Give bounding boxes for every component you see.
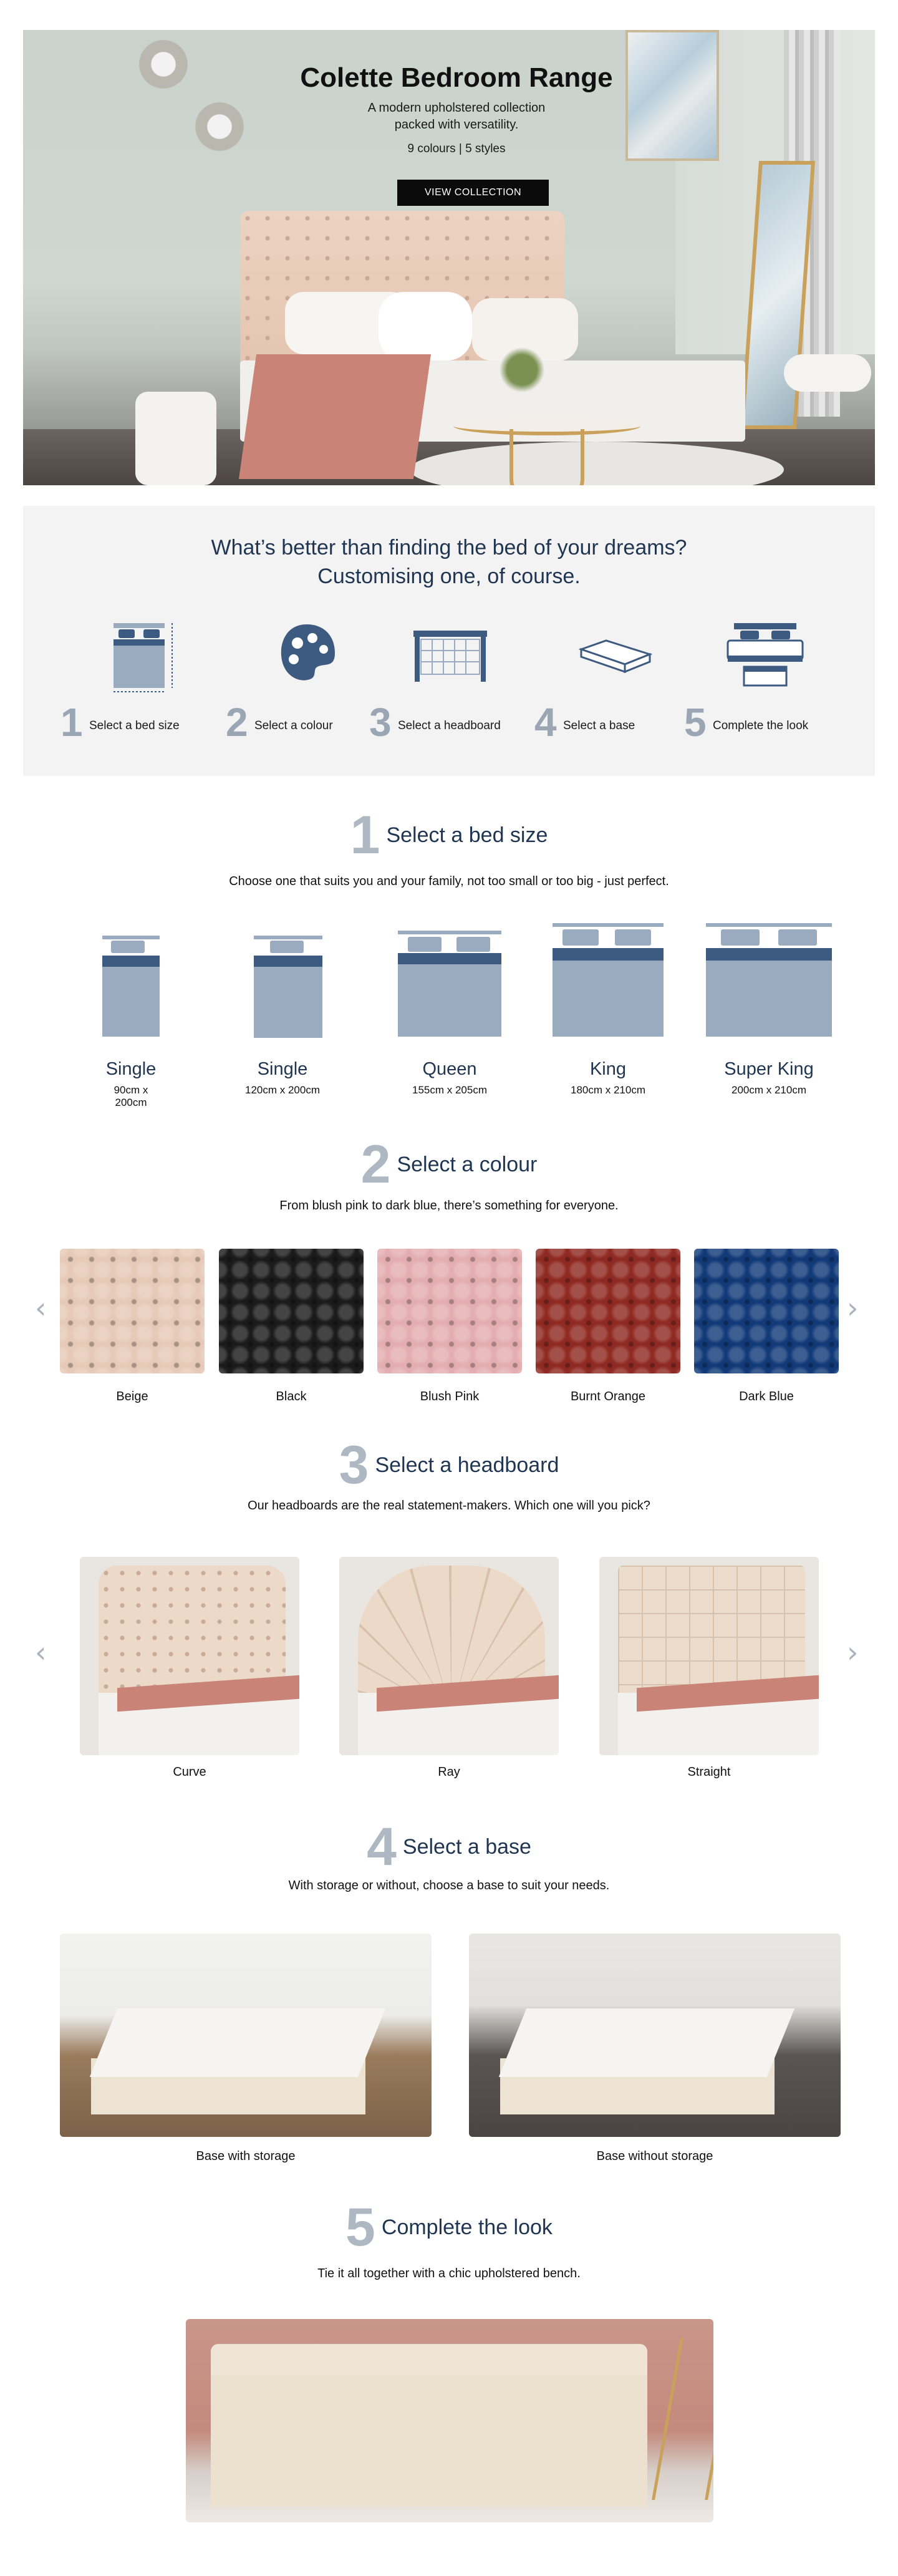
hero-banner (23, 30, 875, 485)
colour-swatch-burnt-orange[interactable] (536, 1249, 680, 1373)
size-dimensions: 120cm x 200cm (245, 1084, 320, 1096)
step-number: 2 (226, 700, 248, 745)
carousel-prev-icon[interactable]: ‹ (35, 1635, 47, 1669)
step-label: Complete the look (713, 719, 809, 732)
step-base[interactable] (534, 618, 697, 755)
view-collection-button[interactable]: VIEW COLLECTION (397, 180, 549, 206)
headboard-name: Straight (687, 1765, 731, 1779)
base-top (90, 2008, 385, 2077)
step-number: 5 (684, 700, 707, 745)
bed-size-icon (703, 922, 834, 1047)
step-bed-size[interactable] (60, 618, 223, 755)
section-number: 1 (350, 805, 380, 865)
section-description: Our headboards are the real statement-makers. Which one will you pick? (248, 1499, 650, 1513)
colour-name: Blush Pink (420, 1390, 480, 1403)
headboard-name: Ray (438, 1765, 460, 1779)
colour-name: Beige (116, 1390, 148, 1403)
palette-icon (273, 618, 341, 693)
headboard-option-curve[interactable] (80, 1557, 299, 1755)
hero-pillow (379, 292, 472, 361)
base-icon (575, 618, 656, 693)
step-label: Select a bed size (89, 719, 180, 732)
section-title: Select a headboard (375, 1453, 559, 1477)
section-description: Choose one that suits you and your family, not too small or too big - just perfect. (229, 874, 669, 888)
side-stool (784, 354, 871, 392)
step-number: 4 (534, 700, 557, 745)
step-complete-look[interactable] (684, 618, 846, 755)
hero-subtitle: A modern upholstered collection packed with versatility. (367, 101, 546, 132)
section-number: 3 (339, 1435, 369, 1495)
size-name: Super King (724, 1059, 814, 1079)
gold-stand (652, 2338, 713, 2500)
colour-swatch-black[interactable] (219, 1249, 364, 1373)
section-description: Tie it all together with a chic upholstered bench. (317, 2267, 581, 2280)
bed-size-icon (240, 928, 325, 1047)
customise-steps-panel (23, 506, 875, 776)
headboard-option-straight[interactable] (599, 1557, 819, 1755)
headboard-option-ray[interactable] (339, 1557, 559, 1755)
colour-name: Black (276, 1390, 307, 1403)
step-number: 3 (369, 700, 392, 745)
base-name: Base without storage (596, 2149, 713, 2163)
hero-title: Colette Bedroom Range (300, 62, 613, 93)
size-name: Single (257, 1059, 308, 1079)
base-top (499, 2008, 794, 2077)
section-number: 5 (345, 2197, 375, 2257)
colour-name: Burnt Orange (570, 1390, 646, 1403)
bed-size-icon (100, 928, 162, 1047)
size-option-super-king[interactable] (703, 922, 834, 1096)
carousel-next-icon[interactable]: › (847, 1635, 859, 1669)
section-heading-bed-size (0, 805, 898, 866)
bed-size-icon (390, 928, 509, 1047)
section-heading-base (0, 1816, 898, 1878)
size-dimensions: 200cm x 210cm (731, 1084, 806, 1096)
colour-name: Dark Blue (739, 1390, 794, 1403)
step-number: 1 (60, 700, 83, 745)
bench-lid (211, 2344, 647, 2375)
step-label: Select a headboard (398, 719, 501, 732)
headboard-icon (410, 618, 491, 693)
size-dimensions: 155cm x 205cm (412, 1084, 487, 1096)
bench-image[interactable] (186, 2319, 713, 2522)
size-name: Single (105, 1059, 157, 1079)
section-number: 4 (367, 1817, 397, 1877)
hero-blanket (239, 354, 431, 479)
bench-box (211, 2375, 647, 2506)
section-title: Select a bed size (386, 823, 548, 847)
hero-plant (497, 342, 547, 398)
colour-swatch-beige[interactable] (60, 1249, 205, 1373)
step-label: Select a base (563, 719, 635, 732)
section-description: From blush pink to dark blue, there’s something for everyone. (279, 1199, 619, 1213)
base-name: Base with storage (196, 2149, 296, 2163)
step-colour[interactable] (226, 618, 388, 755)
base-option-without-storage[interactable] (469, 1934, 841, 2137)
size-dimensions: 180cm x 210cm (571, 1084, 645, 1096)
customise-heading: What’s better than finding the bed of your dreams? Customising one, of course. (211, 536, 687, 588)
size-option-single-90[interactable] (100, 928, 162, 1108)
colour-swatch-blush-pink[interactable] (377, 1249, 522, 1373)
section-heading-colour (0, 1134, 898, 1196)
steps-row (23, 618, 875, 755)
size-option-queen[interactable] (390, 928, 509, 1096)
step-label: Select a colour (254, 719, 333, 732)
wall-art (625, 30, 719, 161)
carousel-prev-icon[interactable]: ‹ (35, 1291, 47, 1325)
size-dimensions: 90cm x 200cm (113, 1084, 148, 1108)
base-option-with-storage[interactable] (60, 1934, 432, 2137)
bed-size-icon (549, 922, 667, 1047)
section-title: Complete the look (381, 2215, 553, 2239)
colour-swatch-dark-blue[interactable] (694, 1249, 839, 1373)
size-name: Queen (422, 1059, 477, 1079)
hero-meta: 9 colours | 5 styles (407, 142, 506, 155)
section-title: Select a base (402, 1835, 531, 1859)
complete-look-icon (722, 618, 809, 693)
hero-stool (135, 392, 216, 485)
section-heading-complete-look (0, 2197, 898, 2259)
section-number: 2 (360, 1135, 391, 1194)
section-title: Select a colour (397, 1153, 538, 1176)
carousel-next-icon[interactable]: › (847, 1291, 859, 1325)
step-headboard[interactable] (369, 618, 531, 755)
size-option-single-120[interactable] (240, 928, 325, 1096)
section-description: With storage or without, choose a base to suit your needs. (288, 1879, 610, 1892)
section-heading-headboard (0, 1435, 898, 1496)
headboard-name: Curve (173, 1765, 206, 1779)
hero-table-leg (509, 429, 584, 485)
bed-size-icon (107, 618, 176, 693)
size-name: King (589, 1059, 627, 1079)
size-option-king[interactable] (549, 922, 667, 1096)
